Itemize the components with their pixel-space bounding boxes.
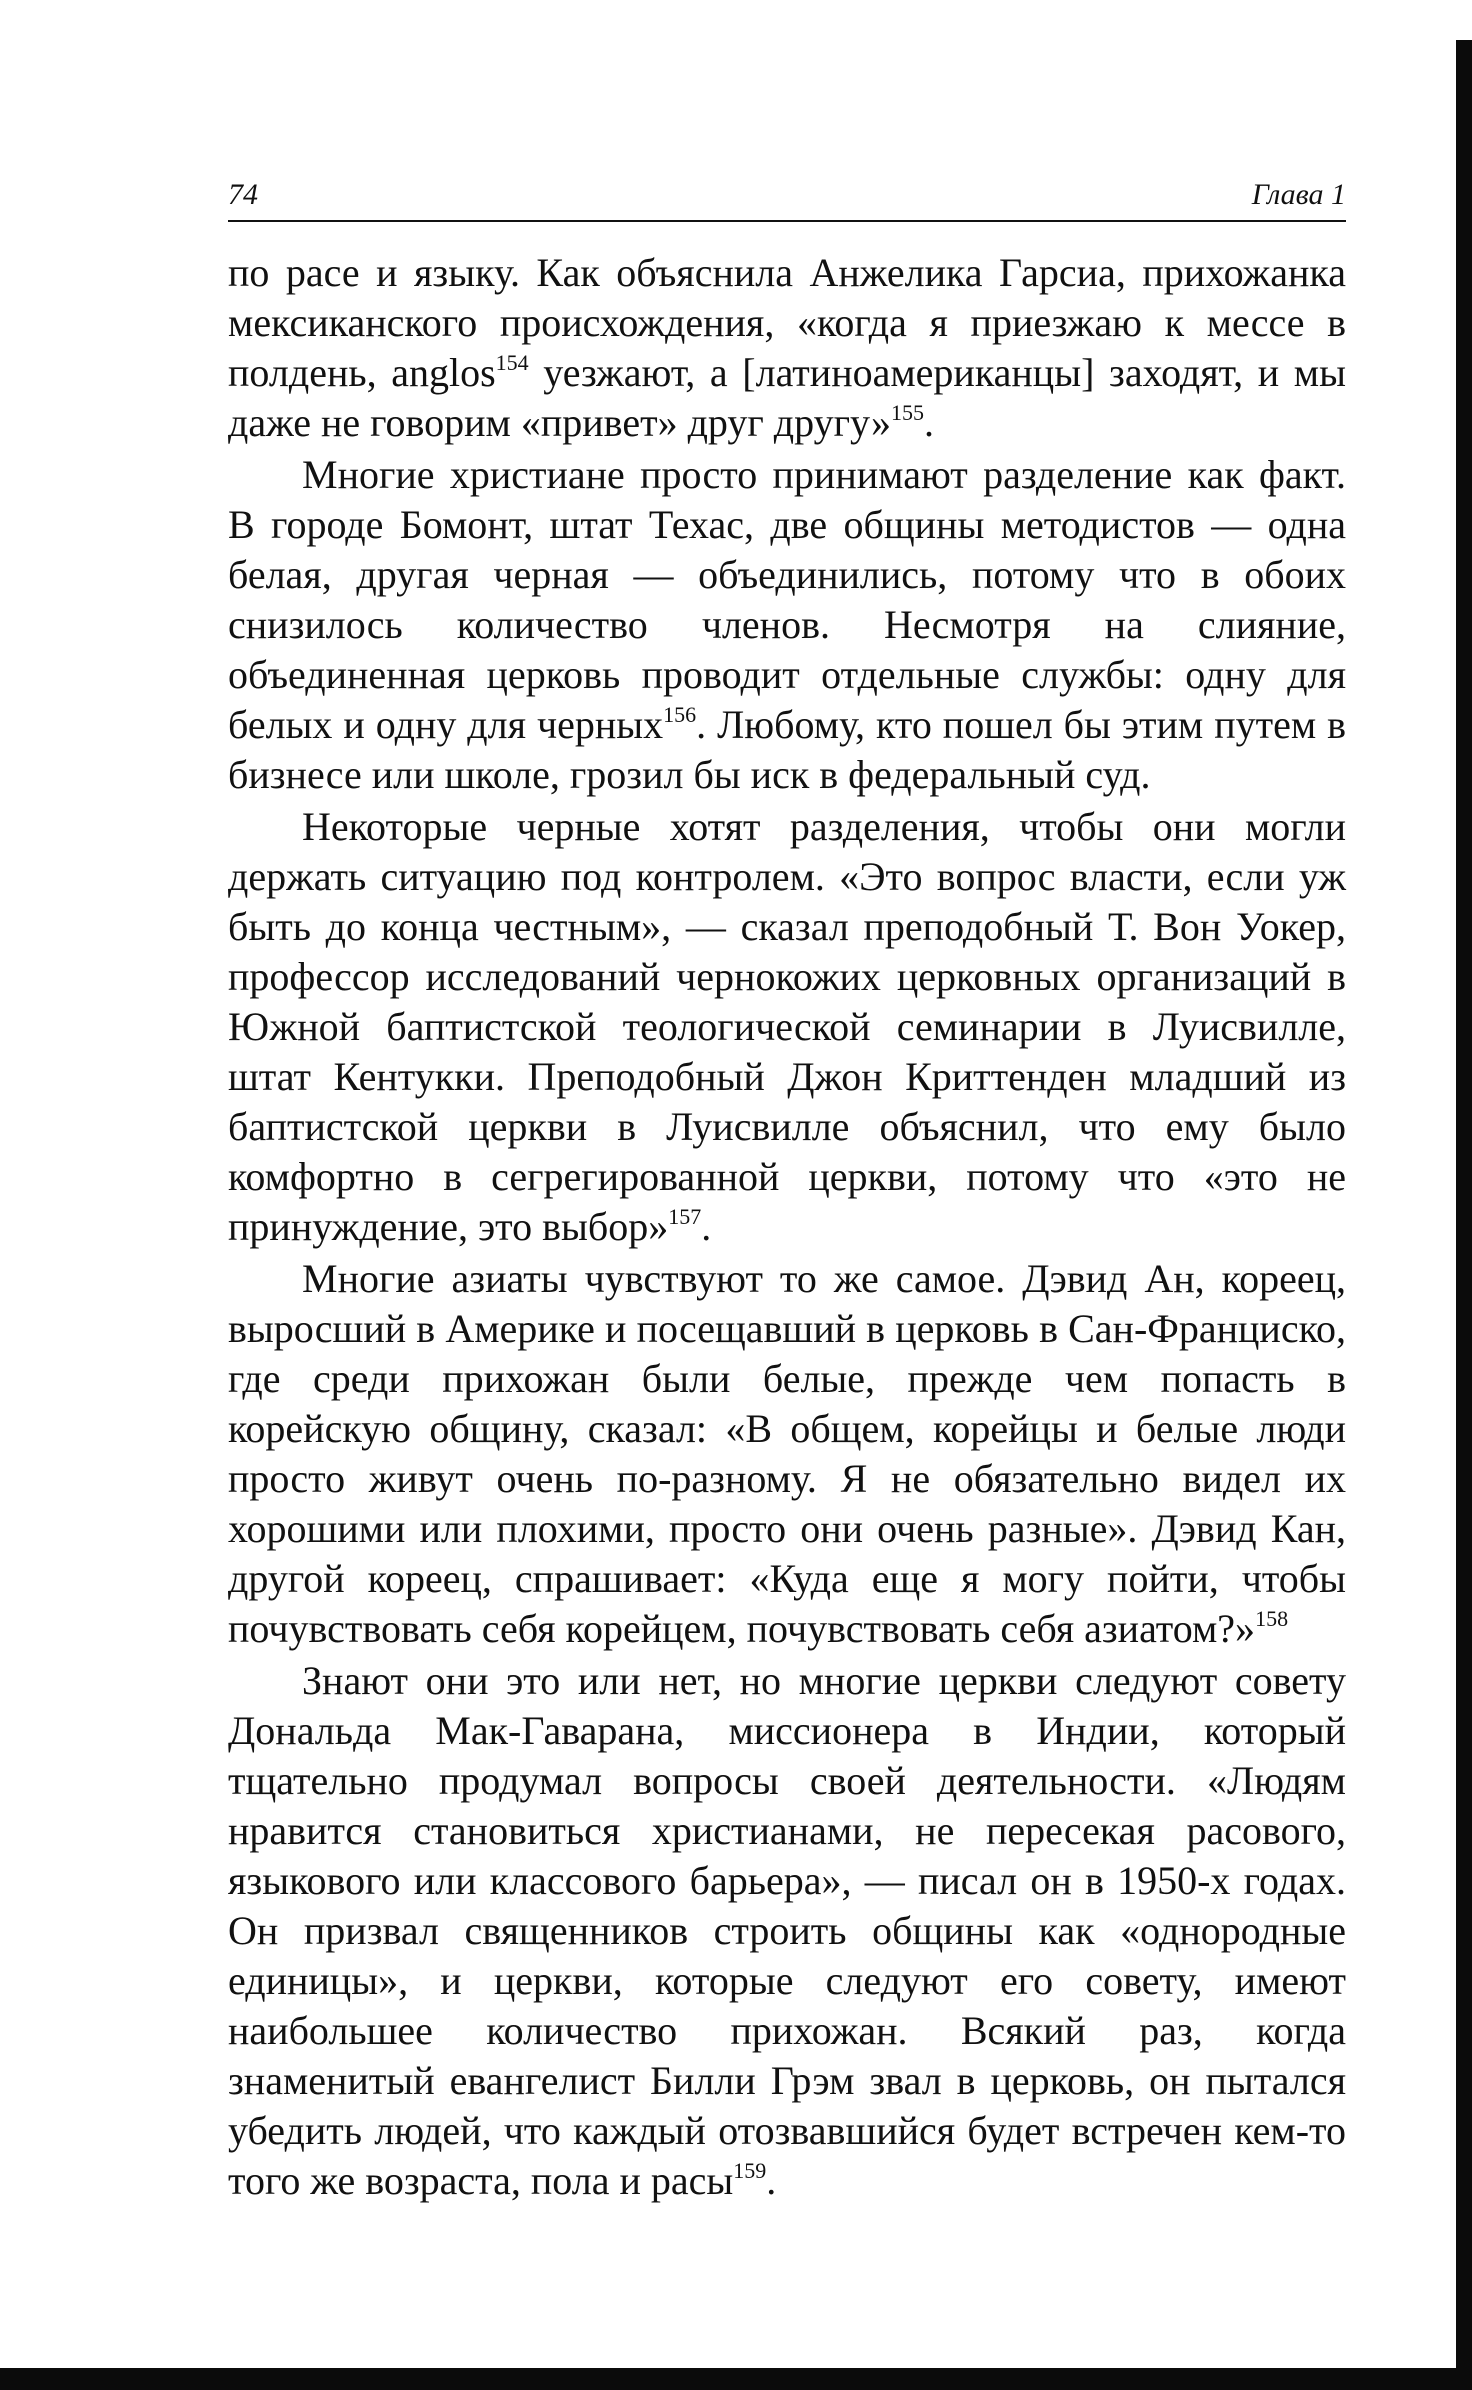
page-header [228,172,1346,222]
body-text [228,248,1346,2208]
paragraph-3 [228,802,1346,1252]
text-run: . Любому, кто пошел бы этим путем в бизнесе или школе, грозил бы иск в федеральный суд. [228,702,1346,797]
paragraph-4 [228,1254,1346,1654]
text-run: . [701,1204,712,1249]
text-run: Многие азиаты чувствуют то же самое. Дэвид Ан, кореец, выросший в Америке и посещавший в церковь в Сан-Франциско, где среди прихожан были белые, прежде чем попасть в корейскую общину, сказал: «В общем, корейцы и белые люди просто живут очень по-разному. Я не обязательно видел их хорошими или плохими, просто они очень разные». Дэвид Кан, другой кореец, спрашивает: «Куда еще я могу пойти, чтобы почувствовать себя корейцем, почувствовать себя азиатом?» [228,1256,1346,1651]
scan-edge-bottom [0,2368,1472,2390]
running-head: Глава 1 [1251,178,1346,211]
paragraph-2 [228,450,1346,800]
text-run: Некоторые черные хотят разделения, чтобы они могли держать ситуацию под контролем. «Это вопрос власти, если уж быть до конца честным», — сказал преподобный Т. Вон Уокер, профессор исследований чернокожих церковных организаций в Южной баптистской теологической семинарии в Луисвилле, штат Кентукки. Преподобный Джон Криттенден младший из баптистской церкви в Луисвилле объяснил, что ему было комфортно в сегрегированной церкви, потому что «это не принуждение, это выбор» [228,804,1346,1249]
text-run: Многие христиане просто принимают разделение как факт. В городе Бомонт, штат Техас, две общины методистов — одна белая, другая черная — объединились, потому что в обоих снизилось количество членов. Несмотря на слияние, объединенная церковь проводит отдельные службы: одну для белых и одну для черных [228,452,1346,747]
footnote-ref-155: 155 [891,399,925,425]
paragraph-5 [228,1656,1346,2206]
page-number: 74 [228,178,258,211]
scan-edge-right [1456,40,1472,2390]
text-run: по расе и языку. Как объяснила Анжелика Гарсиа, прихожанка мексиканского происхождения, «когда я приезжаю к мессе в полдень, anglos [228,250,1346,395]
paragraph-1 [228,248,1346,448]
text-run: уезжают, а [латиноамериканцы] заходят, и мы даже не говорим «привет» друг другу» [228,350,1346,445]
text-run: . [766,2158,777,2203]
text-run: . [924,400,935,445]
footnote-ref-159: 159 [733,2157,767,2183]
footnote-ref-157: 157 [668,1203,702,1229]
footnote-ref-154: 154 [495,349,529,375]
text-run: Знают они это или нет, но многие церкви следуют совету Дональда Мак-Гаварана, миссионера в Индии, который тщательно продумал вопросы своей деятельности. «Людям нравится становиться христианами, не пересекая расового, языкового или классового барьера», — писал он в 1950-х годах. Он призвал священников строить общины как «однородные единицы», и церкви, которые следуют его совету, имеют наибольшее количество прихожан. Всякий раз, когда знаменитый евангелист Билли Грэм звал в церковь, он пытался убедить людей, что каждый отозвавшийся будет встречен кем-то того же возраста, пола и расы [228,1658,1346,2203]
footnote-ref-158: 158 [1255,1605,1289,1631]
footnote-ref-156: 156 [663,701,697,727]
